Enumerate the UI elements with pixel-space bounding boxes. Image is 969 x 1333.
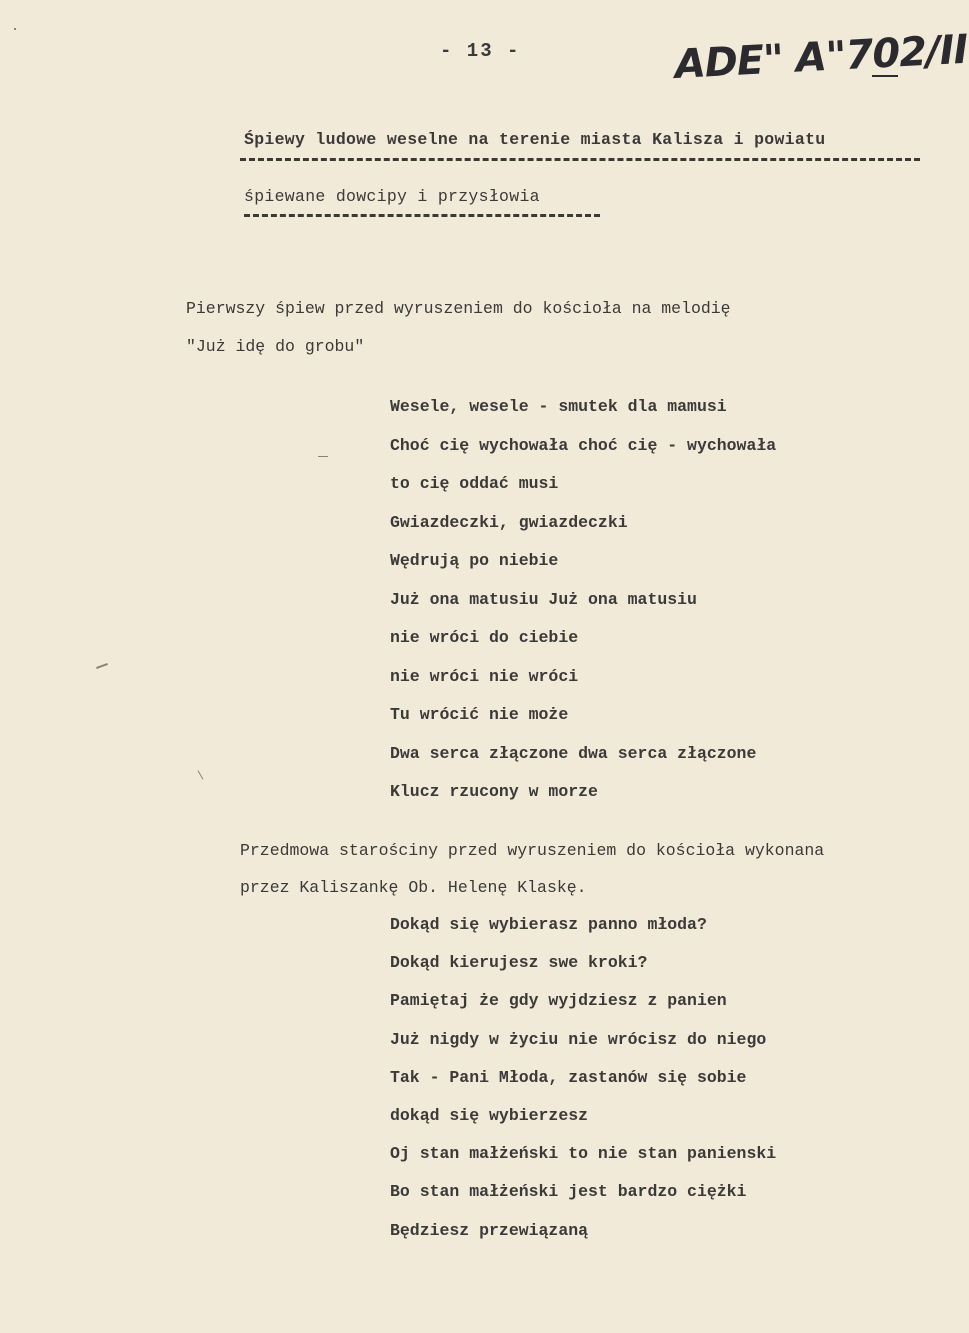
verse-line: Choć cię wychowała choć cię - wychowała [390, 435, 777, 455]
verse-line: Wędrują po niebie [390, 551, 559, 570]
verse-line: Tak - Pani Młoda, zastanów się sobie [390, 1067, 747, 1087]
intro-line: Pierwszy śpiew przed wyruszeniem do kościoła na melodię [186, 299, 731, 318]
verse-line: Dwa serca złączone dwa serca złączone [390, 743, 757, 763]
paper-speck [318, 456, 328, 457]
page-number: - 13 - [440, 40, 521, 62]
speech-verse [390, 906, 776, 1250]
verse-line: Pamiętaj że gdy wyjdziesz z panien [390, 991, 727, 1011]
verse-line: nie wróci do ciebie [390, 628, 579, 647]
verse-line: Wesele, wesele - smutek dla mamusi [390, 397, 727, 416]
verse-line: Będziesz przewiązaną [390, 1220, 589, 1240]
title-underline-2 [244, 214, 600, 217]
title-line-1: Śpiewy ludowe weselne na terenie miasta Kalisza i powiatu [244, 130, 826, 149]
verse-line: Gwiazdeczki, gwiazdeczki [390, 512, 628, 532]
title-underline-1 [240, 158, 920, 161]
prose-line: przez Kaliszankę Ob. Helenę Klaskę. [240, 878, 587, 897]
paper-speck [198, 770, 204, 779]
verse-line: Dokąd kierujesz swe kroki? [390, 953, 648, 973]
verse-line: Oj stan małżeński to nie stan panienski [390, 1144, 777, 1164]
verse-line: nie wróci nie wróci [390, 666, 579, 686]
verse-line: Klucz rzucony w morze [390, 782, 598, 801]
verse-line: Już ona matusiu Już ona matusiu [390, 589, 697, 609]
verse-line: Bo stan małżeński jest bardzo ciężki [390, 1182, 747, 1202]
intro-paragraph [186, 290, 731, 366]
paper-speck [14, 28, 16, 30]
verse-line: dokąd się wybierzesz [390, 1105, 589, 1125]
verse-line: Tu wrócić nie może [390, 705, 569, 724]
paper-speck [96, 663, 108, 669]
speech-intro-paragraph [240, 832, 824, 906]
verse-line: Dokąd się wybierasz panno młoda? [390, 915, 707, 934]
archive-signature: ADE" A"702/II [673, 26, 969, 88]
prose-line: Przedmowa starościny przed wyruszeniem do kościoła wykonana [240, 841, 825, 860]
signature-underline [872, 75, 898, 77]
verse-line: to cię oddać musi [390, 474, 559, 493]
song-verse-1 [390, 388, 776, 812]
verse-line: Już nigdy w życiu nie wrócisz do niego [390, 1029, 767, 1049]
intro-line: "Już idę do grobu" [186, 337, 365, 356]
title-line-2: śpiewane dowcipy i przysłowia [244, 187, 540, 206]
